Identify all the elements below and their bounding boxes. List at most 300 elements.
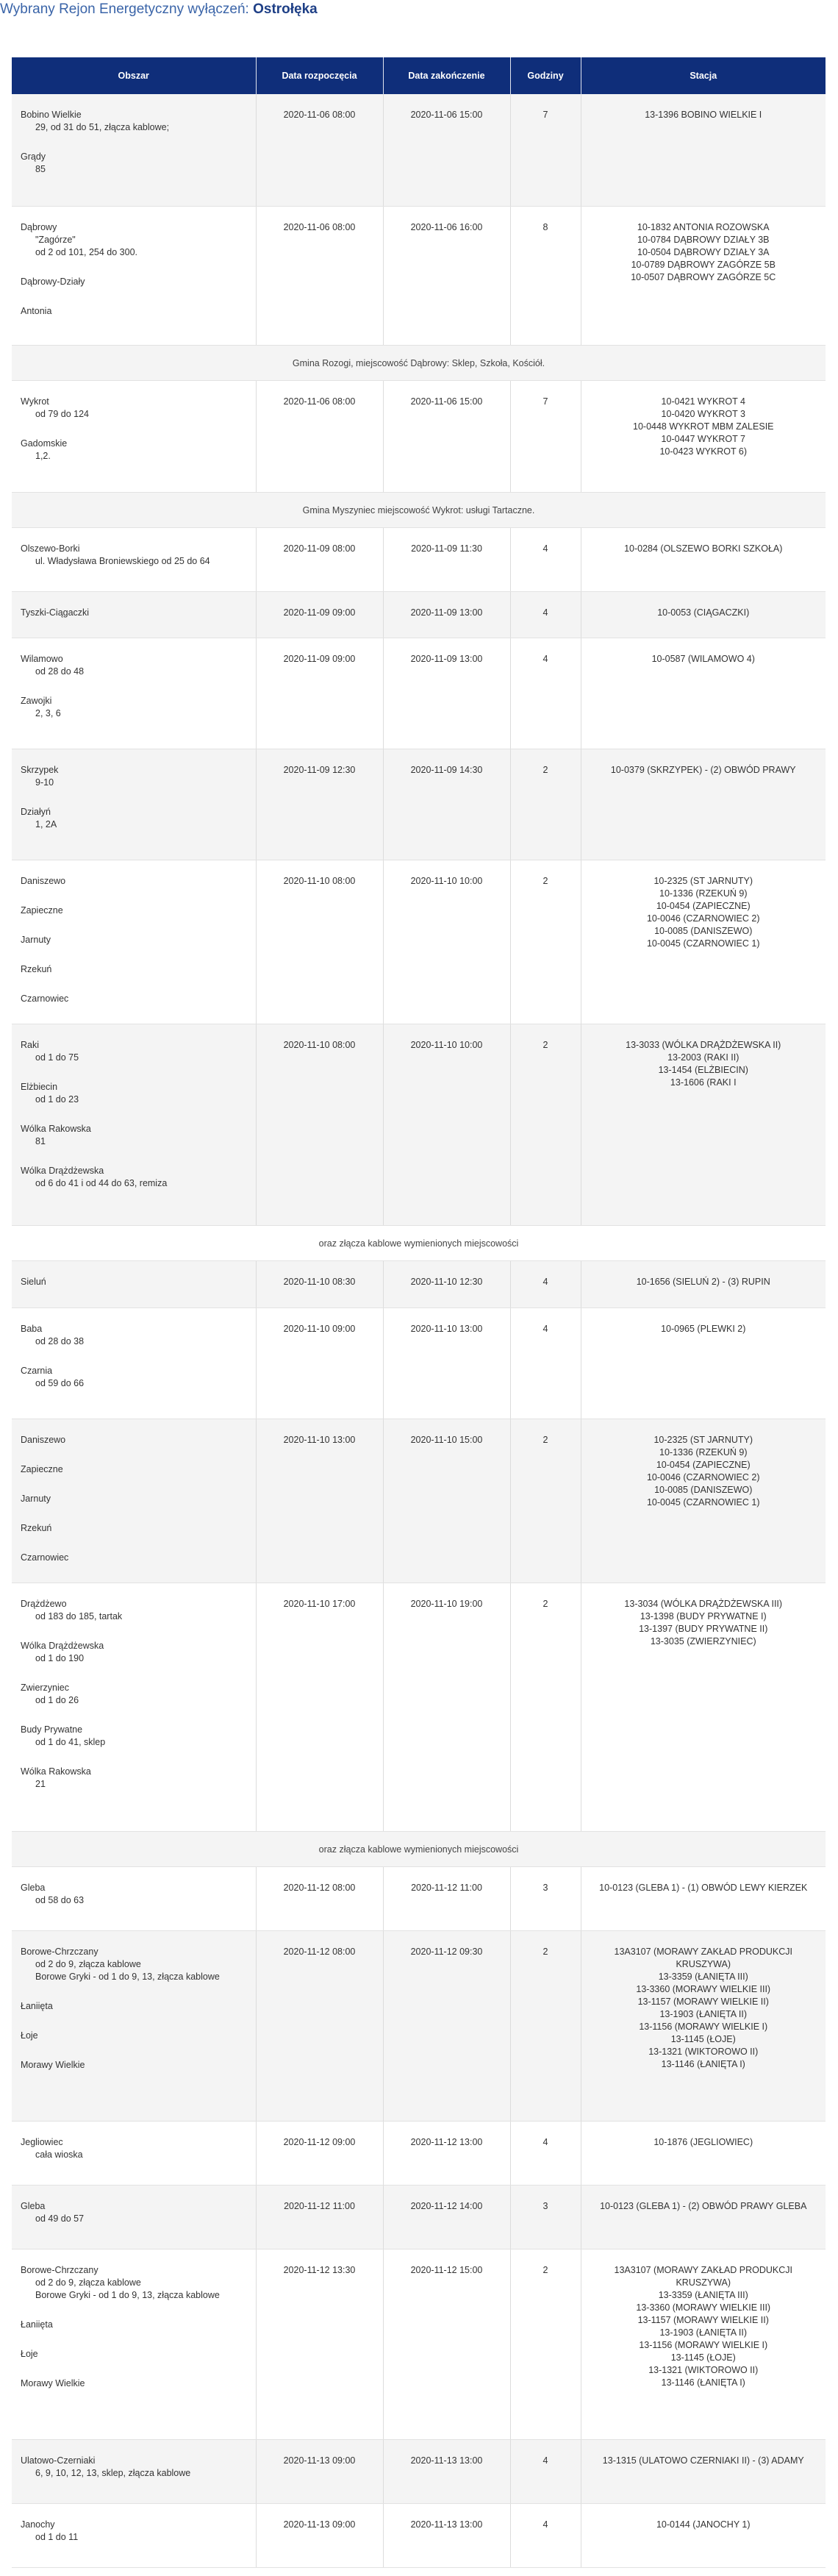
- column-header-station[interactable]: Stacja: [581, 57, 826, 94]
- area-spacer: [21, 1665, 250, 1682]
- area-spacer: [21, 1476, 250, 1493]
- station-entry: 13-1397 (BUDY PRYWATNE II): [639, 1623, 768, 1634]
- hours-cell: 2: [510, 1930, 581, 2121]
- locality-detail: od 2 do 9, złącza kablowe Borowe Gryki - od 1 do 9, 13, złącza kablowe: [35, 2277, 220, 2300]
- station-entry: 13-3359 (ŁANIĘTA III): [658, 1971, 748, 1982]
- locality-detail: od 1 do 41, sklep: [35, 1736, 106, 1747]
- area-cell: [12, 1930, 256, 2121]
- column-header-start[interactable]: Data rozpoczęcia: [256, 57, 383, 94]
- area-cell: [12, 1260, 256, 1307]
- table-row: [12, 2185, 826, 2249]
- locality-name: Rzekuń: [21, 1522, 52, 1533]
- area-spacer: [21, 1505, 250, 1522]
- area-cell: [12, 1307, 256, 1419]
- locality-detail: od 28 do 38: [35, 1335, 85, 1346]
- start-date-cell: 2020-11-12 13:30: [256, 2249, 383, 2439]
- note-row: [12, 492, 826, 527]
- station-cell: [581, 749, 826, 860]
- locality-name: Czarnia: [21, 1365, 53, 1376]
- area-cell: [12, 527, 256, 591]
- station-cell: [581, 380, 826, 492]
- station-entry: 10-0420 WYKROT 3: [661, 408, 745, 419]
- locality-name: Zapieczne: [21, 905, 63, 916]
- table-row: [12, 2439, 826, 2503]
- station-entry: 10-0965 (PLEWKI 2): [661, 1323, 746, 1334]
- station-entry: 10-0085 (DANISZEWO): [654, 925, 753, 936]
- locality-detail: od 58 do 63: [35, 1894, 85, 1905]
- locality-name: Borowe-Chrzczany: [21, 2264, 99, 2275]
- station-entry: 10-0447 WYKROT 7: [661, 433, 745, 444]
- station-entry: 10-0379 (SKRZYPEK) - (2) OBWÓD PRAWY: [610, 764, 796, 775]
- station-cell: [581, 94, 826, 206]
- end-date-cell: 2020-11-06 15:00: [383, 380, 510, 492]
- area-spacer: [21, 1535, 250, 1552]
- table-row: [12, 2249, 826, 2439]
- locality-detail: od 79 do 124: [35, 408, 89, 419]
- hours-cell: 3: [510, 2185, 581, 2249]
- locality-name: Morawy Wielkie: [21, 2059, 85, 2070]
- area-spacer: [21, 1348, 250, 1365]
- station-cell: [581, 2439, 826, 2503]
- locality-name: Gleba: [21, 2200, 46, 2211]
- end-date-cell: 2020-11-12 09:30: [383, 1930, 510, 2121]
- area-spacer: [21, 1446, 250, 1463]
- station-entry: 10-0504 DĄBROWY DZIAŁY 3A: [637, 246, 770, 257]
- start-date-cell: 2020-11-09 09:00: [256, 638, 383, 749]
- locality-name: Ulatowo-Czerniaki: [21, 2455, 96, 2466]
- station-entry: 10-0507 DĄBROWY ZAGÓRZE 5C: [631, 271, 776, 282]
- end-date-cell: 2020-11-10 19:00: [383, 1583, 510, 1831]
- station-cell: [581, 1866, 826, 1930]
- area-spacer: [21, 2361, 250, 2377]
- note-row: [12, 345, 826, 380]
- locality-name: Zwierzyniec: [21, 1682, 69, 1693]
- outage-table: [12, 57, 826, 2568]
- locality-name: Morawy Wielkie: [21, 2377, 85, 2388]
- table-row: [12, 591, 826, 638]
- area-spacer: [21, 1623, 250, 1640]
- column-header-hours[interactable]: Godziny: [510, 57, 581, 94]
- station-entry: 13-3034 (WÓLKA DRĄŻDŻEWSKA III): [624, 1598, 783, 1609]
- locality-detail: "Zagórze" od 2 od 101, 254 do 300.: [35, 234, 138, 257]
- start-date-cell: 2020-11-06 08:00: [256, 94, 383, 206]
- station-entry: 10-0789 DĄBROWY ZAGÓRZE 5B: [631, 259, 776, 270]
- station-entry: 10-0144 (JANOCHY 1): [656, 2519, 751, 2530]
- end-date-cell: 2020-11-10 10:00: [383, 860, 510, 1024]
- note-text: oraz złącza kablowe wymienionych miejscowości: [12, 1831, 826, 1866]
- locality-detail: od 1 do 23: [35, 1093, 79, 1105]
- locality-detail: od 59 do 66: [35, 1377, 85, 1388]
- note-text: Gmina Myszyniec miejscowość Wykrot: usługi Tartaczne.: [12, 492, 826, 527]
- station-cell: [581, 591, 826, 638]
- table-row: [12, 1866, 826, 1930]
- locality-name: Gadomskie: [21, 438, 68, 449]
- end-date-cell: 2020-11-13 13:00: [383, 2503, 510, 2567]
- table-row: [12, 527, 826, 591]
- table-row: [12, 1024, 826, 1225]
- station-entry: 10-0046 (CZARNOWIEC 2): [646, 1471, 760, 1483]
- station-entry: 10-0123 (GLEBA 1) - (1) OBWÓD LEWY KIERZEK: [599, 1882, 808, 1893]
- start-date-cell: 2020-11-06 08:00: [256, 206, 383, 345]
- start-date-cell: 2020-11-10 13:00: [256, 1419, 383, 1583]
- table-row: [12, 94, 826, 206]
- start-date-cell: 2020-11-10 08:30: [256, 1260, 383, 1307]
- station-cell: [581, 1930, 826, 2121]
- station-entry: 13-1321 (WIKTOROWO II): [648, 2046, 759, 2057]
- area-cell: [12, 638, 256, 749]
- locality-name: Jegliowiec: [21, 2136, 63, 2147]
- station-cell: [581, 1024, 826, 1225]
- station-cell: [581, 2121, 826, 2185]
- station-entry: 10-0046 (CZARNOWIEC 2): [646, 913, 760, 924]
- locality-name: Łoje: [21, 2348, 38, 2359]
- station-entry: 10-0423 WYKROT 6): [659, 446, 748, 457]
- locality-detail: od 28 do 48: [35, 666, 85, 677]
- station-entry: 10-2325 (ST JARNUTY): [653, 1434, 753, 1445]
- table-header-row: [12, 57, 826, 94]
- locality-detail: 6, 9, 10, 12, 13, sklep, złącza kablowe: [35, 2467, 191, 2478]
- locality-detail: 29, od 31 do 51, złącza kablowe;: [35, 122, 170, 132]
- end-date-cell: 2020-11-12 11:00: [383, 1866, 510, 1930]
- hours-cell: 2: [510, 1024, 581, 1225]
- locality-name: Elżbiecin: [21, 1081, 58, 1092]
- area-cell: [12, 1419, 256, 1583]
- station-entry: 13-1903 (ŁANIĘTA II): [659, 2008, 748, 2019]
- start-date-cell: 2020-11-09 09:00: [256, 591, 383, 638]
- locality-detail: 81: [35, 1135, 46, 1146]
- hours-cell: 2: [510, 2249, 581, 2439]
- locality-detail: cała wioska: [35, 2149, 83, 2160]
- station-entry: 13-1145 (ŁOJE): [670, 2033, 736, 2044]
- station-entry: 13-1396 BOBINO WIELKIE I: [645, 110, 762, 120]
- station-cell: [581, 1307, 826, 1419]
- locality-name: Baba: [21, 1323, 43, 1334]
- region-name: Ostrołęka: [253, 1, 318, 17]
- area-cell: [12, 2503, 256, 2567]
- station-entry: 13-1146 (ŁANIĘTA I): [661, 2377, 745, 2388]
- locality-detail: 2, 3, 6: [35, 707, 61, 718]
- station-entry: 10-0421 WYKROT 4: [661, 396, 745, 407]
- table-row: [12, 2121, 826, 2185]
- locality-detail: od 1 do 26: [35, 1694, 79, 1705]
- area-cell: [12, 2439, 256, 2503]
- end-date-cell: 2020-11-09 13:00: [383, 638, 510, 749]
- area-spacer: [21, 888, 250, 905]
- hours-cell: 2: [510, 1419, 581, 1583]
- end-date-cell: 2020-11-09 13:00: [383, 591, 510, 638]
- hours-cell: 7: [510, 380, 581, 492]
- station-cell: [581, 638, 826, 749]
- station-entry: 10-1832 ANTONIA ROZOWSKA: [637, 221, 770, 232]
- hours-cell: 7: [510, 94, 581, 206]
- station-cell: [581, 1419, 826, 1583]
- locality-detail: 85: [35, 164, 46, 174]
- start-date-cell: 2020-11-12 11:00: [256, 2185, 383, 2249]
- station-entry: 10-0284 (OLSZEWO BORKI SZKOŁA): [624, 543, 783, 554]
- station-entry: 10-0045 (CZARNOWIEC 1): [646, 938, 760, 949]
- station-entry: 13-1156 (MORAWY WIELKIE I): [639, 2021, 768, 2032]
- hours-cell: 4: [510, 2503, 581, 2567]
- table-row: [12, 638, 826, 749]
- station-entry: 10-0454 (ZAPIECZNE): [656, 900, 751, 911]
- locality-name: Daniszewo: [21, 1434, 66, 1445]
- table-body: [12, 94, 826, 2567]
- station-entry: 10-0784 DĄBROWY DZIAŁY 3B: [637, 234, 770, 245]
- area-spacer: [21, 1106, 250, 1123]
- locality-detail: 9-10: [35, 777, 54, 788]
- station-entry: 13-2003 (RAKI II): [667, 1052, 739, 1063]
- end-date-cell: 2020-11-09 11:30: [383, 527, 510, 591]
- note-row: [12, 1831, 826, 1866]
- station-entry: 10-1876 (JEGLIOWIEC): [653, 2136, 753, 2147]
- end-date-cell: 2020-11-10 12:30: [383, 1260, 510, 1307]
- locality-name: Zapieczne: [21, 1463, 63, 1474]
- station-entry: 10-1656 (SIELUŃ 2) - (3) RUPIN: [636, 1276, 770, 1287]
- station-entry: 10-0448 WYKROT MBM ZALESIE: [633, 421, 774, 432]
- start-date-cell: 2020-11-09 12:30: [256, 749, 383, 860]
- area-spacer: [21, 678, 250, 695]
- table-row: [12, 2503, 826, 2567]
- locality-detail: od 6 do 41 i od 44 do 63, remiza: [35, 1177, 168, 1188]
- locality-name: Janochy: [21, 2519, 55, 2530]
- area-spacer: [21, 917, 250, 934]
- locality-name: Grądy: [21, 151, 46, 162]
- locality-name: Jarnuty: [21, 934, 51, 945]
- area-spacer: [21, 789, 250, 806]
- start-date-cell: 2020-11-13 09:00: [256, 2439, 383, 2503]
- locality-name: Drążdżewo: [21, 1598, 67, 1609]
- start-date-cell: 2020-11-09 08:00: [256, 527, 383, 591]
- area-spacer: [21, 2042, 250, 2059]
- area-spacer: [21, 2331, 250, 2348]
- hours-cell: 3: [510, 1866, 581, 1930]
- area-cell: [12, 94, 256, 206]
- area-cell: [12, 1583, 256, 1831]
- station-entry: 10-0085 (DANISZEWO): [654, 1484, 753, 1495]
- station-entry: 10-1336 (RZEKUŃ 9): [659, 888, 748, 899]
- area-spacer: [21, 1983, 250, 2000]
- locality-detail: 1,2.: [35, 450, 51, 461]
- locality-detail: od 2 do 9, złącza kablowe Borowe Gryki - od 1 do 9, 13, złącza kablowe: [35, 1958, 220, 1982]
- table-row: [12, 1307, 826, 1419]
- station-entry: 13-1903 (ŁANIĘTA II): [659, 2327, 748, 2338]
- start-date-cell: 2020-11-10 08:00: [256, 1024, 383, 1225]
- station-entry: 13-3360 (MORAWY WIELKIE III): [636, 2302, 771, 2313]
- area-cell: [12, 2185, 256, 2249]
- page-title: [0, 0, 318, 22]
- station-entry: 10-0454 (ZAPIECZNE): [656, 1459, 751, 1470]
- locality-name: Dąbrowy: [21, 221, 57, 232]
- area-spacer: [21, 421, 250, 438]
- station-cell: [581, 2249, 826, 2439]
- column-header-end[interactable]: Data zakończenie: [383, 57, 510, 94]
- start-date-cell: 2020-11-12 08:00: [256, 1930, 383, 2121]
- column-header-area[interactable]: Obszar: [12, 57, 256, 94]
- area-cell: [12, 380, 256, 492]
- end-date-cell: 2020-11-12 14:00: [383, 2185, 510, 2249]
- locality-name: Skrzypek: [21, 764, 59, 775]
- hours-cell: 2: [510, 860, 581, 1024]
- note-text: oraz złącza kablowe wymienionych miejscowości: [12, 1225, 826, 1260]
- station-entry: 13-1315 (ULATOWO CZERNIAKI II) - (3) ADAMY: [602, 2455, 804, 2466]
- locality-name: Wilamowo: [21, 653, 63, 664]
- area-cell: [12, 2121, 256, 2185]
- station-entry: 13-3033 (WÓLKA DRĄŻDŻEWSKA II): [626, 1039, 781, 1050]
- station-entry: 13-1454 (ELŻBIECIN): [658, 1064, 748, 1075]
- locality-name: Gleba: [21, 1882, 46, 1893]
- station-entry: 10-0053 (CIĄGACZKI): [657, 607, 750, 618]
- start-date-cell: 2020-11-06 08:00: [256, 380, 383, 492]
- locality-name: Wólka Drążdżewska: [21, 1640, 104, 1651]
- hours-cell: 4: [510, 1307, 581, 1419]
- locality-name: Wykrot: [21, 396, 49, 407]
- table-row: [12, 749, 826, 860]
- end-date-cell: 2020-11-12 13:00: [383, 2121, 510, 2185]
- start-date-cell: 2020-11-10 09:00: [256, 1307, 383, 1419]
- locality-name: Budy Prywatne: [21, 1724, 83, 1735]
- area-spacer: [21, 2302, 250, 2319]
- locality-name: Borowe-Chrzczany: [21, 1946, 99, 1957]
- hours-cell: 8: [510, 206, 581, 345]
- locality-name: Czarnowiec: [21, 1552, 69, 1563]
- start-date-cell: 2020-11-10 17:00: [256, 1583, 383, 1831]
- area-cell: [12, 749, 256, 860]
- area-cell: [12, 206, 256, 345]
- station-entry: 10-0123 (GLEBA 1) - (2) OBWÓD PRAWY GLEBA: [600, 2200, 807, 2211]
- table-row: [12, 1419, 826, 1583]
- station-entry: 10-0587 (WILAMOWO 4): [651, 653, 755, 664]
- area-spacer: [21, 1707, 250, 1724]
- area-spacer: [21, 134, 250, 151]
- locality-name: Działyń: [21, 806, 51, 817]
- locality-name: Sieluń: [21, 1276, 46, 1287]
- station-entry: 13-1606 (RAKI I: [670, 1077, 737, 1088]
- station-entry: 13-1146 (ŁANIĘTA I): [661, 2058, 745, 2069]
- area-cell: [12, 1024, 256, 1225]
- end-date-cell: 2020-11-09 14:30: [383, 749, 510, 860]
- hours-cell: 4: [510, 2439, 581, 2503]
- locality-name: Wólka Drążdżewska: [21, 1165, 104, 1176]
- area-spacer: [21, 1064, 250, 1081]
- table-row: [12, 206, 826, 345]
- station-cell: [581, 2503, 826, 2567]
- end-date-cell: 2020-11-10 10:00: [383, 1024, 510, 1225]
- locality-name: Jarnuty: [21, 1493, 51, 1504]
- station-entry: 13A3107 (MORAWY ZAKŁAD PRODUKCJI KRUSZYWA): [614, 2264, 792, 2288]
- area-cell: [12, 1866, 256, 1930]
- locality-name: Czarnowiec: [21, 993, 69, 1004]
- locality-name: Dąbrowy-Działy: [21, 276, 85, 287]
- start-date-cell: 2020-11-12 08:00: [256, 1866, 383, 1930]
- locality-detail: ul. Władysława Broniewskiego od 25 do 64: [35, 555, 210, 566]
- locality-name: Raki: [21, 1039, 40, 1050]
- station-entry: 13-1321 (WIKTOROWO II): [648, 2364, 759, 2375]
- page-title-prefix: Wybrany Rejon Energetyczny wyłączeń:: [0, 1, 254, 17]
- locality-detail: 21: [35, 1778, 46, 1789]
- station-cell: [581, 860, 826, 1024]
- locality-name: Wólka Rakowska: [21, 1123, 91, 1134]
- start-date-cell: 2020-11-10 08:00: [256, 860, 383, 1024]
- locality-name: Bobino Wielkie: [21, 110, 82, 120]
- hours-cell: 4: [510, 591, 581, 638]
- station-entry: 13-3359 (ŁANIĘTA III): [658, 2289, 748, 2300]
- area-spacer: [21, 1148, 250, 1165]
- station-entry: 13-1398 (BUDY PRYWATNE I): [640, 1610, 767, 1621]
- area-spacer: [21, 976, 250, 993]
- locality-name: Rzekuń: [21, 963, 52, 974]
- station-cell: [581, 2185, 826, 2249]
- station-entry: 13-1156 (MORAWY WIELKIE I): [639, 2339, 768, 2350]
- locality-detail: od 49 do 57: [35, 2213, 85, 2224]
- hours-cell: 4: [510, 2121, 581, 2185]
- station-entry: 13-3035 (ZWIERZYNIEC): [650, 1635, 756, 1646]
- area-cell: [12, 591, 256, 638]
- area-spacer: [21, 2013, 250, 2030]
- area-cell: [12, 860, 256, 1024]
- end-date-cell: 2020-11-10 13:00: [383, 1307, 510, 1419]
- station-entry: 13A3107 (MORAWY ZAKŁAD PRODUKCJI KRUSZYWA): [614, 1946, 792, 1969]
- locality-name: Łaniięta: [21, 2319, 53, 2330]
- locality-name: Daniszewo: [21, 875, 66, 886]
- end-date-cell: 2020-11-12 15:00: [383, 2249, 510, 2439]
- locality-detail: od 183 do 185, tartak: [35, 1610, 123, 1621]
- locality-name: Olszewo-Borki: [21, 543, 80, 554]
- hours-cell: 2: [510, 1583, 581, 1831]
- locality-detail: od 1 do 11: [35, 2531, 79, 2542]
- end-date-cell: 2020-11-06 16:00: [383, 206, 510, 345]
- area-cell: [12, 2249, 256, 2439]
- note-text: Gmina Rozogi, miejscowość Dąbrowy: Sklep, Szkoła, Kościół.: [12, 345, 826, 380]
- station-cell: [581, 206, 826, 345]
- table-row: [12, 1930, 826, 2121]
- hours-cell: 4: [510, 527, 581, 591]
- table-row: [12, 860, 826, 1024]
- locality-name: Zawojki: [21, 695, 52, 706]
- area-spacer: [21, 946, 250, 963]
- locality-name: Wólka Rakowska: [21, 1766, 91, 1777]
- station-cell: [581, 1583, 826, 1831]
- locality-detail: od 1 do 75: [35, 1052, 79, 1063]
- area-spacer: [21, 288, 250, 305]
- locality-detail: 1, 2A: [35, 818, 57, 829]
- locality-name: Tyszki-Ciągaczki: [21, 607, 90, 618]
- end-date-cell: 2020-11-13 13:00: [383, 2439, 510, 2503]
- station-entry: 13-3360 (MORAWY WIELKIE III): [636, 1983, 771, 1994]
- hours-cell: 4: [510, 638, 581, 749]
- area-spacer: [21, 259, 250, 276]
- start-date-cell: 2020-11-12 09:00: [256, 2121, 383, 2185]
- station-entry: 13-1157 (MORAWY WIELKIE II): [637, 2314, 769, 2325]
- locality-name: Antonia: [21, 305, 52, 316]
- hours-cell: 4: [510, 1260, 581, 1307]
- locality-detail: od 1 do 190: [35, 1652, 85, 1663]
- end-date-cell: 2020-11-10 15:00: [383, 1419, 510, 1583]
- locality-name: Łaniięta: [21, 2000, 53, 2011]
- hours-cell: 2: [510, 749, 581, 860]
- table-row: [12, 1260, 826, 1307]
- station-entry: 10-0045 (CZARNOWIEC 1): [646, 1496, 760, 1508]
- table-row: [12, 380, 826, 492]
- note-row: [12, 1225, 826, 1260]
- area-spacer: [21, 1749, 250, 1766]
- station-entry: 13-1157 (MORAWY WIELKIE II): [637, 1996, 769, 2007]
- locality-name: Łoje: [21, 2030, 38, 2041]
- station-entry: 13-1145 (ŁOJE): [670, 2352, 736, 2363]
- table-row: [12, 1583, 826, 1831]
- station-cell: [581, 1260, 826, 1307]
- start-date-cell: 2020-11-13 09:00: [256, 2503, 383, 2567]
- station-entry: 10-1336 (RZEKUŃ 9): [659, 1446, 748, 1458]
